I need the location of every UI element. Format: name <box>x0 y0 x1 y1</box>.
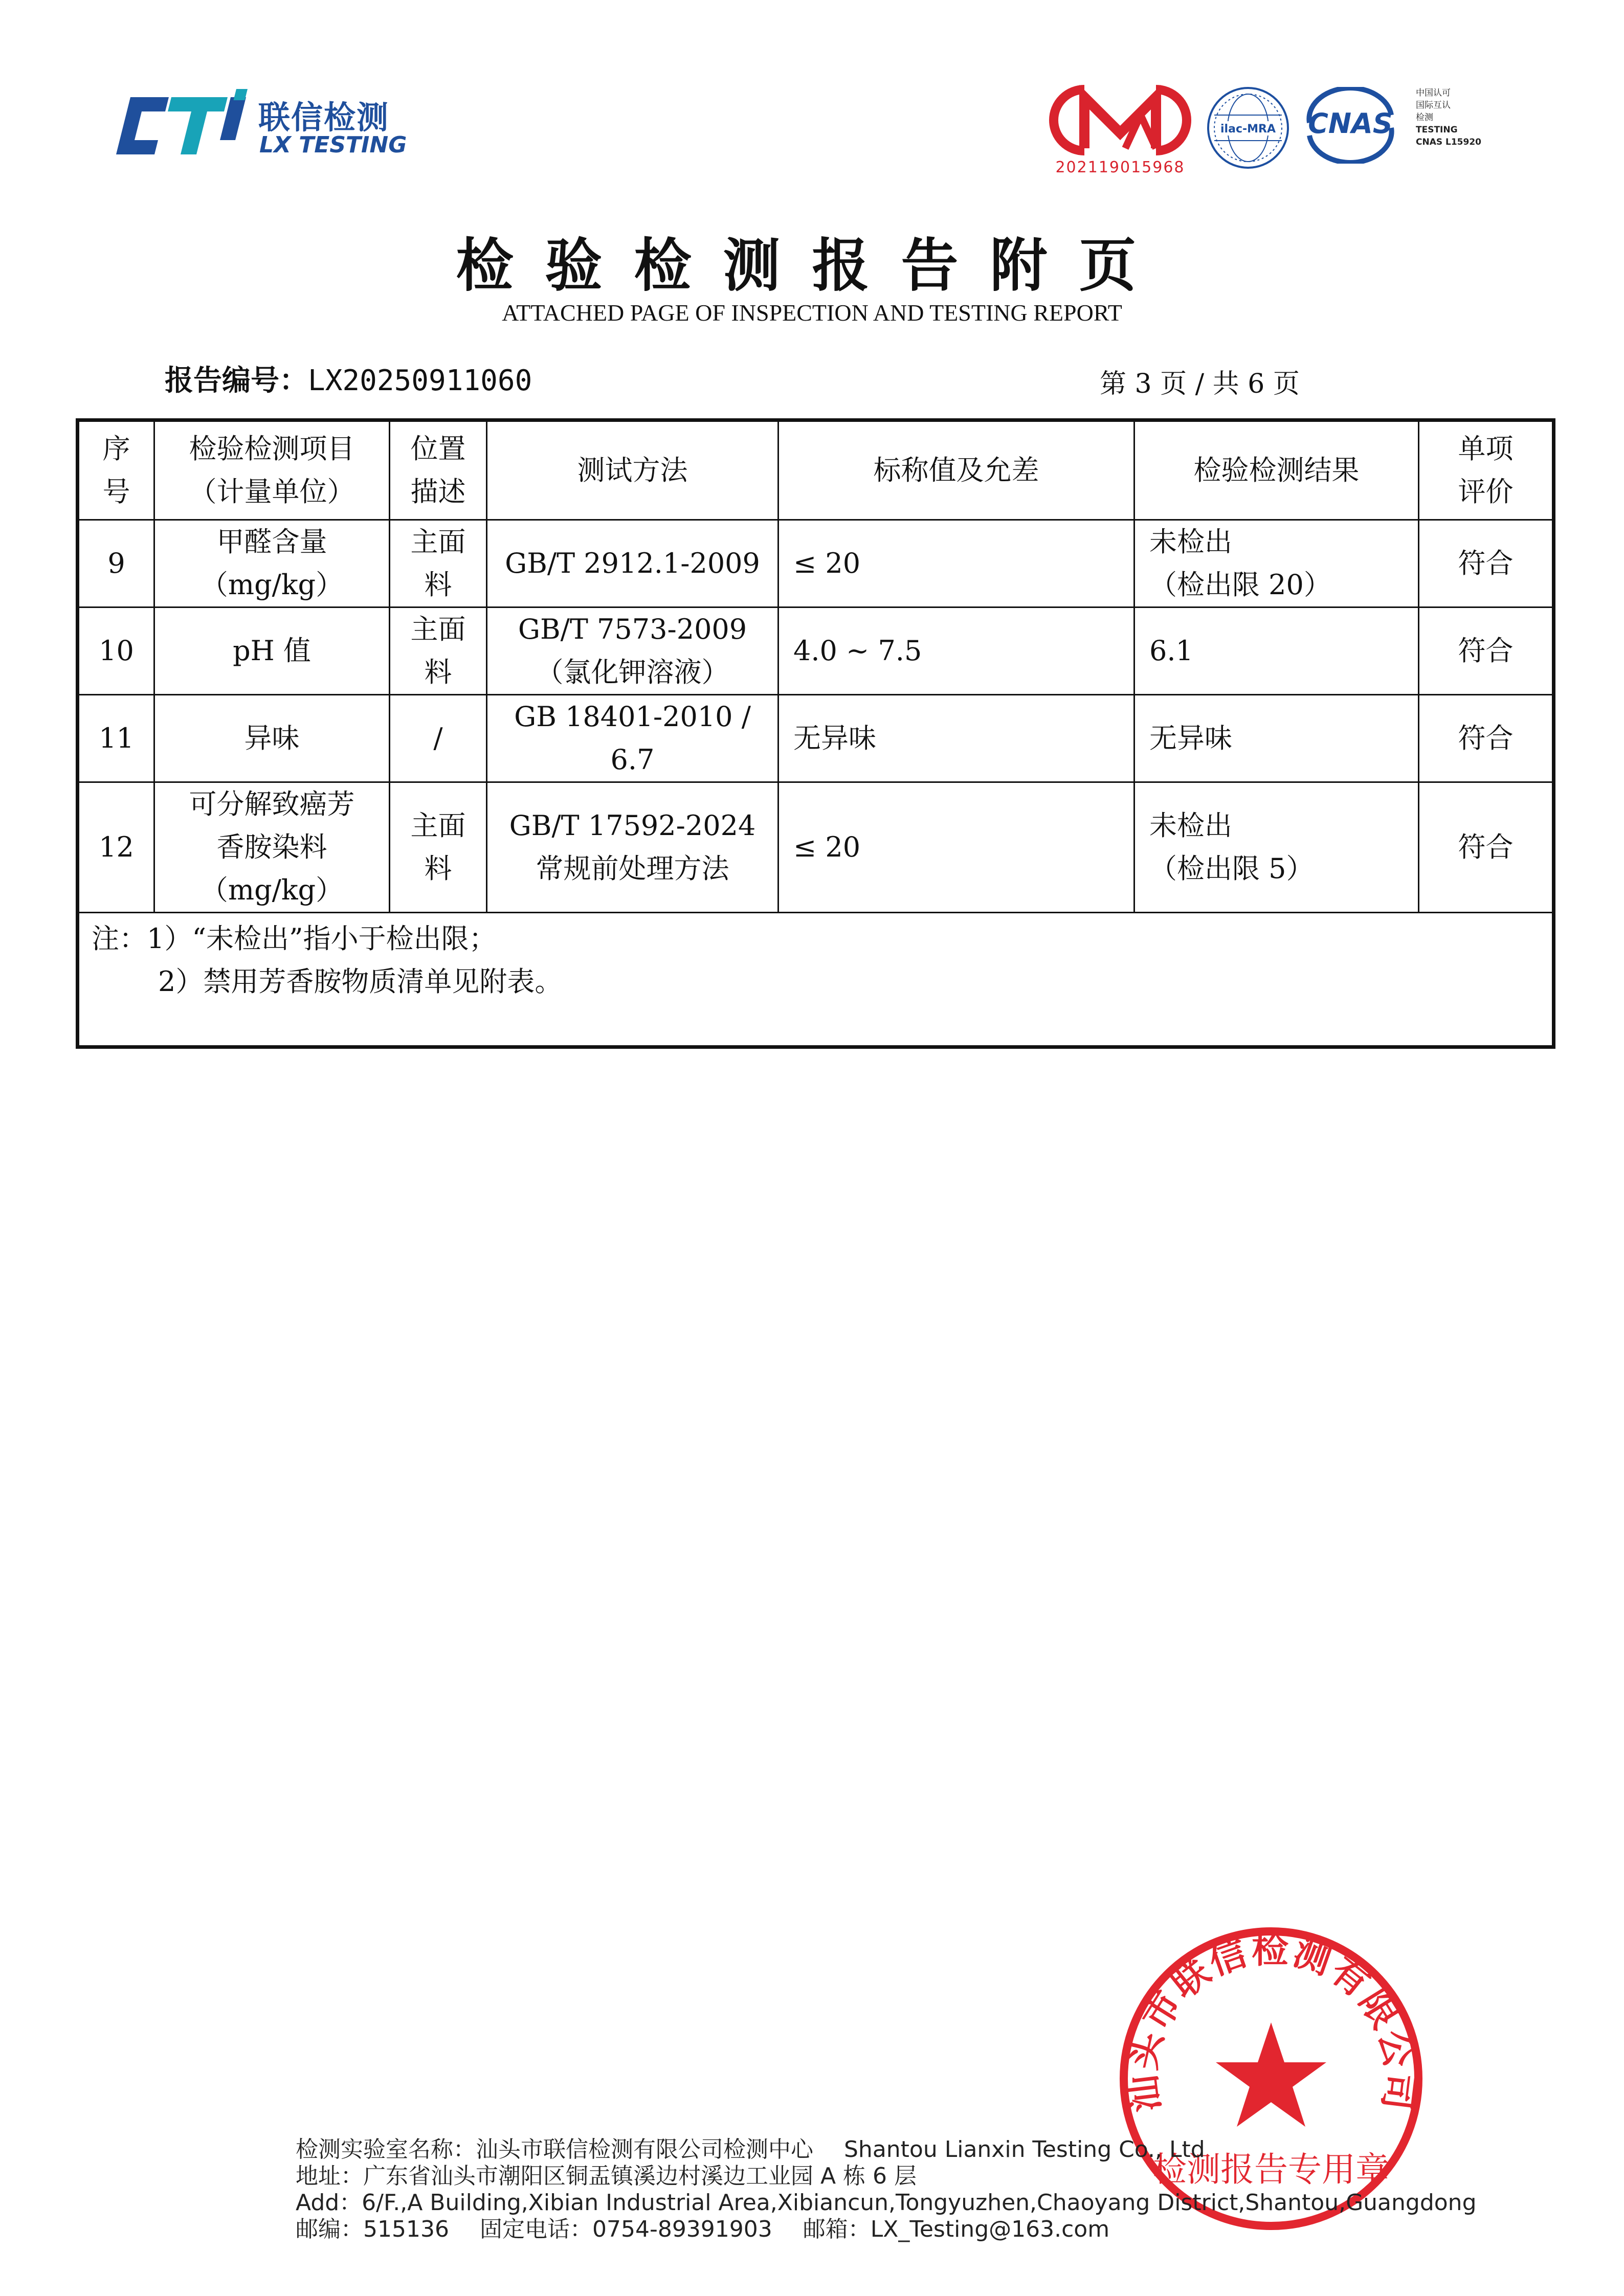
cell-line: pH 值 <box>233 635 311 667</box>
logo-cn-text: 联信检测 <box>258 99 390 136</box>
cell-result <box>1134 695 1419 782</box>
svg-text:检测报告专用章: 检测报告专用章 <box>1153 2150 1389 2189</box>
header-item <box>154 420 390 520</box>
cell-line: （mg/kg） <box>200 874 344 906</box>
table-header-row <box>78 420 1554 520</box>
cell-item <box>154 607 390 695</box>
report-number-label: 报告编号： <box>165 364 308 397</box>
cell-line: （检出限 5） <box>1149 852 1314 885</box>
cell-item <box>154 695 390 782</box>
cell-line: / <box>433 722 443 754</box>
footer-lab-name <box>296 2136 1477 2163</box>
footer-lab-name-en: Shantou Lianxin Testing Co., Ltd <box>844 2136 1205 2163</box>
logo-en-text: LX TESTING <box>259 132 407 158</box>
cell-eval: 符合 <box>1419 520 1554 607</box>
header-result: 检验检测结果 <box>1134 420 1419 520</box>
cell-line: 料 <box>424 569 452 601</box>
cell-line: 主面 <box>410 809 466 842</box>
cell-line: GB/T 2912.1-2009 <box>505 547 760 579</box>
footer-address-cn: 地址：广东省汕头市潮阳区铜盂镇溪边村溪边工业园 A 栋 6 层 <box>296 2163 917 2189</box>
cell-result <box>1134 782 1419 913</box>
report-number-value: LX20250911060 <box>308 364 532 397</box>
cell-line: 香胺染料 <box>216 831 327 863</box>
table-row <box>78 520 1554 607</box>
header-text: 检验检测项目 <box>189 433 355 465</box>
cnas-line: TESTING <box>1416 125 1458 135</box>
cell-line: （检出限 20） <box>1149 569 1331 601</box>
cnas-line: CNAS L15920 <box>1416 137 1481 147</box>
cell-line: 6.1 <box>1149 635 1193 667</box>
header-text: （计量单位） <box>189 476 355 508</box>
header-method: 测试方法 <box>487 420 778 520</box>
header-text: 位置 <box>410 433 466 465</box>
cell-line: GB/T 7573-2009 <box>518 613 747 645</box>
footer-phone: 固定电话：0754-89391903 <box>479 2216 772 2242</box>
cell-eval: 符合 <box>1419 695 1554 782</box>
page-title: 检验检测报告附页 <box>456 232 1168 299</box>
cell-item <box>154 782 390 913</box>
cell-line: 主面 <box>410 526 466 558</box>
table-row <box>78 782 1554 913</box>
cell-result <box>1134 520 1419 607</box>
page-footer <box>296 2136 1477 2243</box>
footer-contact <box>296 2216 1477 2243</box>
cell-line: 无异味 <box>1149 722 1232 754</box>
svg-text:CNAS: CNAS <box>1308 107 1393 140</box>
report-number <box>165 358 532 399</box>
cma-logo-icon <box>1049 84 1192 156</box>
cell-line: GB/T 17592-2024 <box>509 809 756 842</box>
cell-result <box>1134 607 1419 695</box>
cell-line: （氯化钾溶液） <box>536 656 729 688</box>
cell-line: （mg/kg） <box>200 569 344 601</box>
cell-position <box>390 695 487 782</box>
cell-line: 异味 <box>244 722 300 754</box>
cell-seq: 9 <box>78 520 154 607</box>
cnas-line: 中国认可 <box>1416 88 1451 98</box>
table-row <box>78 607 1554 695</box>
cell-spec: 4.0 ~ 7.5 <box>778 607 1134 695</box>
page-indicator: 第 3 页 / 共 6 页 <box>1100 369 1300 399</box>
cell-position <box>390 607 487 695</box>
cell-eval: 符合 <box>1419 782 1554 913</box>
lxt-logo-mark-icon <box>110 87 253 164</box>
cma-number: 202119015968 <box>1055 159 1185 176</box>
header-text: 号 <box>102 476 130 508</box>
cnas-line: 国际互认 <box>1416 100 1451 110</box>
svg-text:ilac-MRA: ilac-MRA <box>1220 123 1276 136</box>
cell-method <box>487 782 778 913</box>
cell-seq: 11 <box>78 695 154 782</box>
header-position <box>390 420 487 520</box>
notes-row <box>78 913 1554 1047</box>
cnas-line: 检测 <box>1416 112 1433 123</box>
cell-seq: 12 <box>78 782 154 913</box>
cell-item <box>154 520 390 607</box>
cell-line: 未检出 <box>1149 809 1232 842</box>
results-table <box>76 418 1552 1049</box>
page-subtitle: ATTACHED PAGE OF INSPECTION AND TESTING REPORT <box>502 300 1122 326</box>
table-row <box>78 695 1554 782</box>
footer-postcode: 邮编：515136 <box>296 2216 449 2242</box>
cnas-mark <box>1299 87 1401 164</box>
header-text: 描述 <box>410 476 466 508</box>
cell-line: 未检出 <box>1149 526 1232 558</box>
cell-line: 甲醛含量 <box>216 526 327 558</box>
cell-position <box>390 782 487 913</box>
cell-line: 6.7 <box>610 744 655 776</box>
cell-line: 可分解致癌芳 <box>189 788 355 820</box>
cell-line: 常规前处理方法 <box>536 852 729 885</box>
cell-line: 料 <box>424 852 452 885</box>
header-text: 评价 <box>1458 476 1514 508</box>
cnas-caption <box>1416 87 1518 148</box>
cell-method <box>487 695 778 782</box>
cell-spec: 无异味 <box>778 695 1134 782</box>
cell-line: 料 <box>424 656 452 688</box>
cell-spec: ≤ 20 <box>778 782 1134 913</box>
footer-address-en: Add：6/F.,A Building,Xibian Industrial Area,Xibiancun,Tongyuzhen,Chaoyang District,Shantou,Guangdong <box>296 2190 1477 2216</box>
company-logo <box>110 87 427 164</box>
cell-line: GB 18401-2010 / <box>514 701 751 733</box>
cell-eval: 符合 <box>1419 607 1554 695</box>
note-line: 注：1）“未检出”指小于检出限； <box>92 922 497 955</box>
header-spec: 标称值及允差 <box>778 420 1134 520</box>
cell-line: 主面 <box>410 613 466 645</box>
cell-seq: 10 <box>78 607 154 695</box>
header-seq <box>78 420 154 520</box>
footer-lab-name-cn: 检测实验室名称：汕头市联信检测有限公司检测中心 <box>296 2136 813 2163</box>
ilac-mra-mark <box>1205 84 1292 171</box>
notes-cell <box>78 913 1554 1047</box>
ilac-globe-icon <box>1205 84 1292 171</box>
footer-email: 邮箱：LX_Testing@163.com <box>803 2216 1110 2242</box>
header-eval <box>1419 420 1554 520</box>
svg-text:汕头市联信检测有限公司: 汕头市联信检测有限公司 <box>1120 1927 1422 2115</box>
header-text: 序 <box>102 433 130 465</box>
cell-spec: ≤ 20 <box>778 520 1134 607</box>
cell-position <box>390 520 487 607</box>
cell-method <box>487 607 778 695</box>
cell-method <box>487 520 778 607</box>
cnas-logo-icon <box>1299 87 1401 164</box>
note-line: 2）禁用芳香胺物质清单见附表。 <box>158 965 563 998</box>
header-text: 单项 <box>1458 433 1514 465</box>
cma-mark <box>1049 84 1192 176</box>
